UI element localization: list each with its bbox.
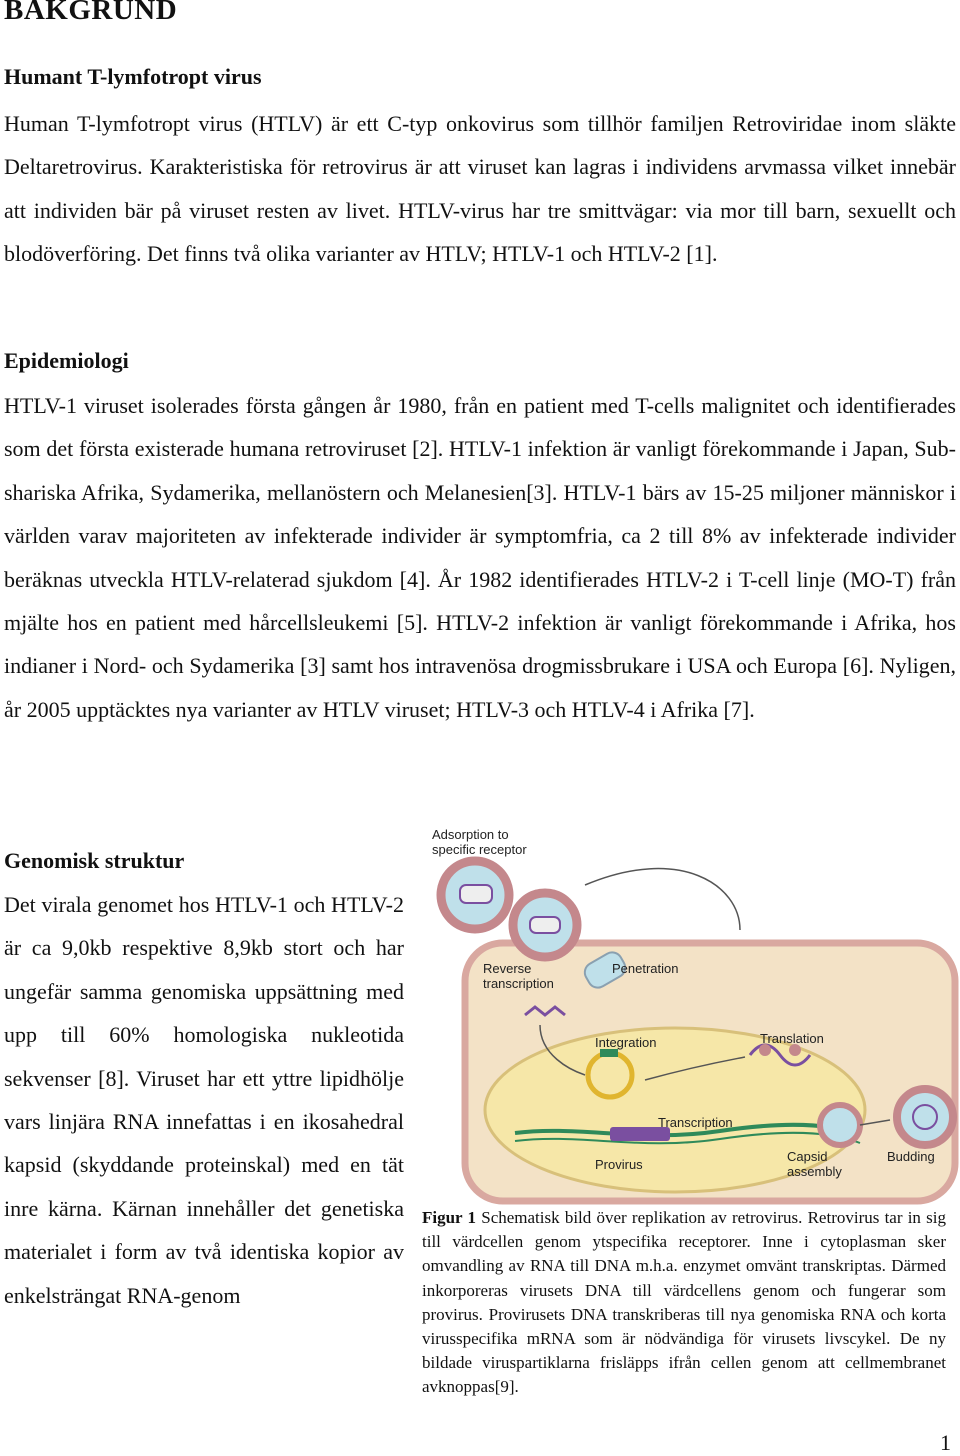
section-heading-htlv: Humant T-lymfotropt virus <box>4 64 262 89</box>
section-heading-genome: Genomisk struktur <box>4 848 185 873</box>
label-transcription: Transcription <box>658 1115 733 1130</box>
caption-label: Figur 1 <box>422 1208 477 1227</box>
label-reverse-transcription: Reverse transcription <box>483 961 554 991</box>
ltr-marker-icon <box>600 1049 618 1057</box>
page-number: 1 <box>940 1430 951 1455</box>
assembling-capsid-icon <box>820 1105 860 1145</box>
paragraph-epidemiology: HTLV-1 viruset isolerades första gången år 1980, från en patient med T-cells malignitet och identifierades som det första existerade humana retroviruset [2]. HTLV-1 infektion är vanligt förekommande i Japan, Sub-shariska Afrika, Sydamerika, mellanöstern och Melanesien[3]. HTLV-1 bärs av 15-25 miljoner människor i världen varav majoriteten av infekterade individer är symptomfria, ca 2 till 8% av infekterade individer beräknas utveckla HTLV-relaterad sjukdom [4]. År 1982 identifierades HTLV-2 i T-cell linje (MO-T) från mjälte hos en patient med hårcellsleukemi [5]. HTLV-2 infektion är vanligt förekommande i Afrika, hos indianer i Nord- och Sydamerika [3] samt hos intravenösa drogmissbrukare i USA och Europa [6]. Nyligen, år 2005 upptäcktes nya varianter av HTLV viruset; HTLV-3 och HTLV-4 i Afrika [7]. <box>4 393 956 722</box>
section-heading-epidemiology: Epidemiologi <box>4 348 129 373</box>
label-penetration: Penetration <box>612 961 679 976</box>
label-capsid-assembly: Capsid assembly <box>787 1149 842 1179</box>
figure-caption <box>422 1206 946 1400</box>
page-title: BAKGRUND <box>4 0 178 26</box>
paragraph-genome: Det virala genomet hos HTLV-1 och HTLV-2 är ca 9,0kb respektive 8,9kb stort och har ungefär samma genomiska uppsättning med upp till 60% homologiska nukleotida sekvenser [8]. Viruset har ett yttre lipidhölje vars linjära RNA innefattas i en ikosahedral kapsid (skyddande proteinskal) med en tät inre kärna. Kärnan innehåller det genetiska materialet i form av två identiska kopior av enkelsträngat RNA-genom <box>4 892 404 1308</box>
paragraph-htlv: Human T-lymfotropt virus (HTLV) är ett C-typ onkovirus som tillhör familjen Retroviridae inom släkte Deltaretrovirus. Karakteristiska för retrovirus är att viruset kan lagras i individens arvmassa vilket innebär att individen bär på viruset resten av livet. HTLV-virus har tre smittvägar: via mor till barn, sexuellt och blodöverföring. Det finns två olika varianter av HTLV; HTLV-1 och HTLV-2 [1]. <box>4 111 956 267</box>
budding-virus-icon <box>897 1089 953 1145</box>
replication-diagram <box>420 825 960 1205</box>
label-adsorption: Adsorption to specific receptor <box>432 827 527 857</box>
label-integration: Integration <box>595 1035 657 1050</box>
arrow-entry-icon <box>585 869 740 930</box>
retrovirus-replication-figure <box>420 825 960 1205</box>
caption-text: Schematisk bild över replikation av retrovirus. Retrovirus tar in sig till värdcellen genom ytspecifika receptorer. Inne i cytoplasman sker omvandling av RNA till DNA m.h.a. enzymet omvänt transkriptas. Därmed inkorporeras virusets DNA till värdcellens genom och fungerar som provirus. Provirusets DNA transkriberas till nya genomiska RNA och korta virusspecifika mRNA som är nödvändiga för virusets livscykel. De ny bildade viruspartiklarna frisläpps ifrån cellen genom att cellmembranet avknoppas[9]. <box>422 1208 946 1397</box>
label-provirus: Provirus <box>595 1157 643 1172</box>
virus-core-icon-2 <box>530 917 560 933</box>
virus-core-icon <box>460 885 492 903</box>
label-budding: Budding <box>887 1149 935 1164</box>
label-translation: Translation <box>760 1031 824 1046</box>
